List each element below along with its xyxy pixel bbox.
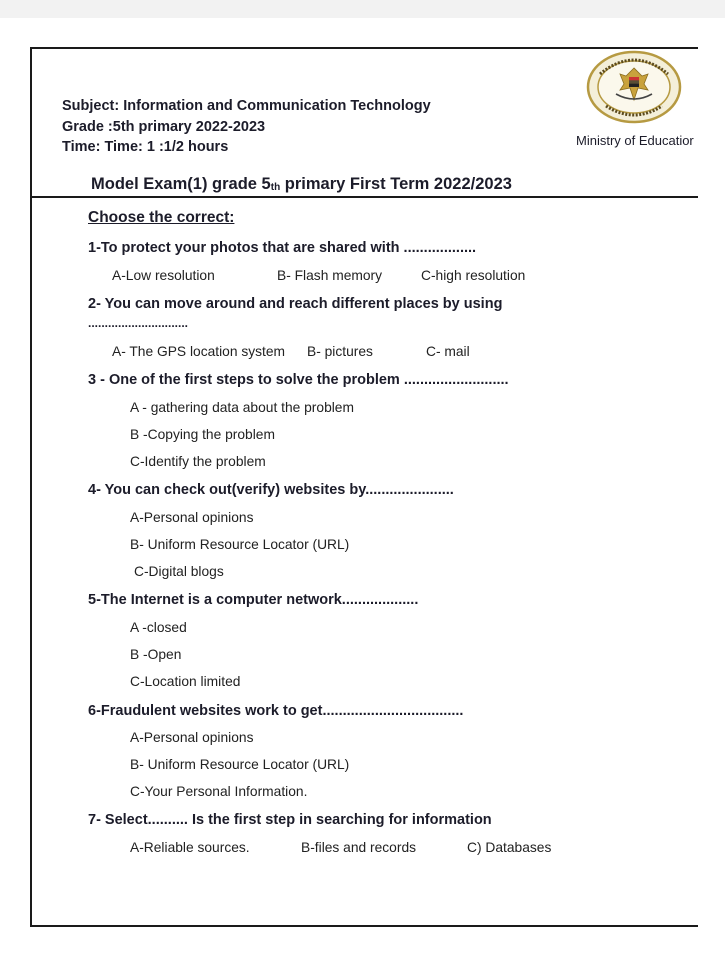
question-6-option-b: B- Uniform Resource Locator (URL) bbox=[130, 757, 350, 772]
question-1-option-b: B- Flash memory bbox=[277, 268, 383, 283]
question-1-option-a: A-Low resolution bbox=[112, 268, 215, 283]
question-4-option-b: B- Uniform Resource Locator (URL) bbox=[130, 537, 350, 552]
question-6: 6-Fraudulent websites work to get................................... bbox=[88, 703, 464, 719]
question-7-option-b: B-files and records bbox=[301, 840, 417, 855]
question-6-option-c: C-Your Personal Information. bbox=[130, 784, 308, 799]
question-1-option-c: C-high resolution bbox=[421, 268, 526, 283]
ministry-seal-logo bbox=[586, 50, 682, 124]
question-5: 5-The Internet is a computer network................... bbox=[88, 592, 419, 608]
title-divider bbox=[32, 196, 698, 198]
question-3-option-c: C-Identify the problem bbox=[130, 454, 266, 469]
subject-line: Subject: Information and Communication Technology bbox=[62, 98, 431, 114]
question-4-option-c: C-Digital blogs bbox=[134, 564, 224, 579]
question-7: 7- Select.......... Is the first step in searching for information bbox=[88, 812, 492, 828]
exam-title-rest: primary First Term 2022/2023 bbox=[280, 175, 512, 193]
ministry-label: Ministry of Educatior bbox=[576, 133, 694, 148]
question-3: 3 - One of the first steps to solve the problem .......................... bbox=[88, 372, 509, 388]
question-4: 4- You can check out(verify) websites by...................... bbox=[88, 482, 454, 498]
section-heading: Choose the correct: bbox=[88, 209, 235, 226]
question-2-option-a: A- The GPS location system bbox=[112, 344, 286, 359]
question-3-option-a: A - gathering data about the problem bbox=[130, 400, 354, 415]
question-2: 2- You can move around and reach different places by using bbox=[88, 296, 503, 312]
question-7-option-a: A-Reliable sources. bbox=[130, 840, 250, 855]
question-2-blank: .............................. bbox=[88, 316, 189, 330]
exam-header bbox=[62, 96, 431, 158]
question-5-option-b: B -Open bbox=[130, 647, 182, 662]
exam-title bbox=[91, 175, 512, 194]
question-5-option-a: A -closed bbox=[130, 620, 187, 635]
exam-title-suffix: th bbox=[270, 182, 281, 193]
question-1: 1-To protect your photos that are shared with .................. bbox=[88, 240, 477, 256]
question-2-option-b: B- pictures bbox=[307, 344, 373, 359]
grade-line: Grade :5th primary 2022-2023 bbox=[62, 118, 266, 135]
question-6-option-a: A-Personal opinions bbox=[130, 730, 254, 745]
question-3-option-b: B -Copying the problem bbox=[130, 427, 275, 442]
question-4-option-a: A-Personal opinions bbox=[130, 510, 254, 525]
question-2-option-c: C- mail bbox=[426, 344, 470, 359]
question-5-option-c: C-Location limited bbox=[130, 674, 241, 689]
question-7-option-c: C) Databases bbox=[467, 840, 552, 855]
exam-title-main: Model Exam(1) grade 5 bbox=[91, 175, 271, 193]
time-line: Time: Time: 1 :1/2 hours bbox=[62, 139, 229, 155]
